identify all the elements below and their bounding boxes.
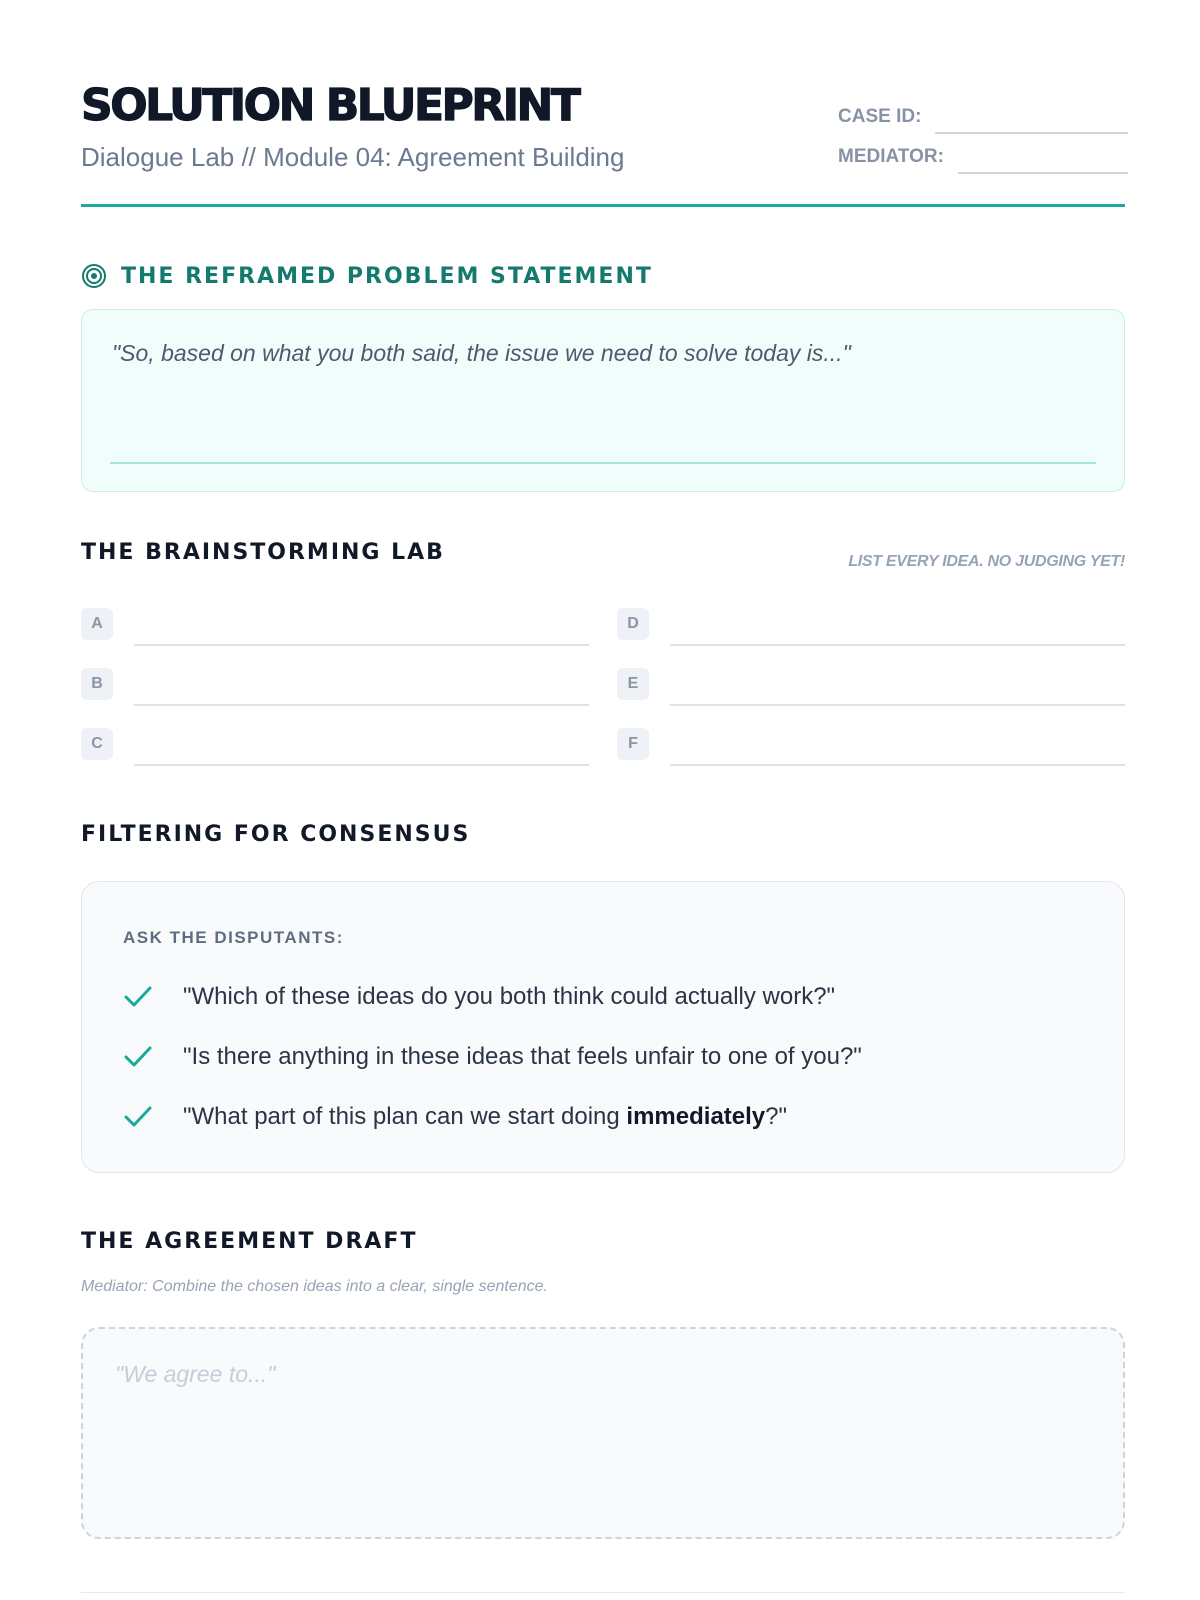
idea-badge: A — [81, 608, 113, 640]
consensus-question — [123, 1097, 787, 1137]
agreement-draft-box[interactable] — [81, 1327, 1125, 1539]
idea-line[interactable] — [670, 764, 1125, 766]
idea-slot-a[interactable] — [81, 608, 589, 648]
brainstorm-note: LIST EVERY IDEA. NO JUDGING YET! — [848, 553, 1125, 570]
problem-statement-box[interactable] — [81, 309, 1125, 492]
agreement-title: THE AGREEMENT DRAFT — [81, 1229, 418, 1254]
case-id-field[interactable] — [935, 108, 1128, 134]
idea-badge: C — [81, 728, 113, 760]
idea-slot-f[interactable] — [617, 728, 1125, 768]
consensus-box — [81, 881, 1125, 1173]
problem-answer-line[interactable] — [110, 462, 1096, 464]
idea-line[interactable] — [134, 704, 589, 706]
problem-heading — [81, 263, 653, 289]
page-subtitle: Dialogue Lab // Module 04: Agreement Building — [81, 142, 625, 172]
idea-slot-c[interactable] — [81, 728, 589, 768]
idea-slot-e[interactable] — [617, 668, 1125, 708]
target-icon — [81, 263, 107, 289]
brainstorm-title: THE BRAINSTORMING LAB — [81, 540, 445, 565]
idea-line[interactable] — [670, 704, 1125, 706]
idea-line[interactable] — [134, 644, 589, 646]
check-icon — [123, 1042, 153, 1072]
mediator-field[interactable] — [958, 148, 1128, 174]
consensus-title: FILTERING FOR CONSENSUS — [81, 822, 471, 847]
idea-badge: F — [617, 728, 649, 760]
check-icon — [123, 1102, 153, 1132]
question-emphasis: immediately — [626, 1103, 766, 1130]
agreement-note: Mediator: Combine the chosen ideas into a clear, single sentence. — [81, 1278, 548, 1295]
consensus-question-text: "Which of these ideas do you both think could actually work?" — [183, 983, 836, 1010]
question-text-start: "What part of this plan can we start doing — [183, 1103, 627, 1130]
idea-badge: B — [81, 668, 113, 700]
worksheet-page — [81, 0, 1125, 1600]
consensus-question-text — [183, 1103, 787, 1131]
header — [81, 76, 1125, 206]
problem-title: THE REFRAMED PROBLEM STATEMENT — [121, 263, 653, 289]
case-id-row — [838, 94, 1128, 134]
idea-slot-b[interactable] — [81, 668, 589, 708]
idea-slot-d[interactable] — [617, 608, 1125, 648]
page-title: SOLUTION BLUEPRINT — [81, 80, 579, 131]
problem-prompt: "So, based on what you both said, the issue we need to solve today is..." — [112, 340, 851, 366]
idea-line[interactable] — [134, 764, 589, 766]
idea-line[interactable] — [670, 644, 1125, 646]
mediator-label: MEDIATOR: — [838, 146, 944, 167]
case-id-label: CASE ID: — [838, 106, 922, 127]
question-text-end: ?" — [765, 1103, 788, 1130]
consensus-label: ASK THE DISPUTANTS: — [123, 928, 344, 947]
mediator-row — [838, 134, 1128, 174]
bottom-divider — [81, 1592, 1125, 1593]
consensus-question-text: "Is there anything in these ideas that feels unfair to one of you?" — [183, 1043, 862, 1070]
meta-fields — [838, 94, 1128, 174]
consensus-question — [123, 977, 835, 1017]
idea-badge: E — [617, 668, 649, 700]
check-icon — [123, 982, 153, 1012]
agreement-placeholder: "We agree to..." — [115, 1361, 276, 1387]
header-divider — [81, 204, 1125, 207]
idea-badge: D — [617, 608, 649, 640]
consensus-question — [123, 1037, 862, 1077]
